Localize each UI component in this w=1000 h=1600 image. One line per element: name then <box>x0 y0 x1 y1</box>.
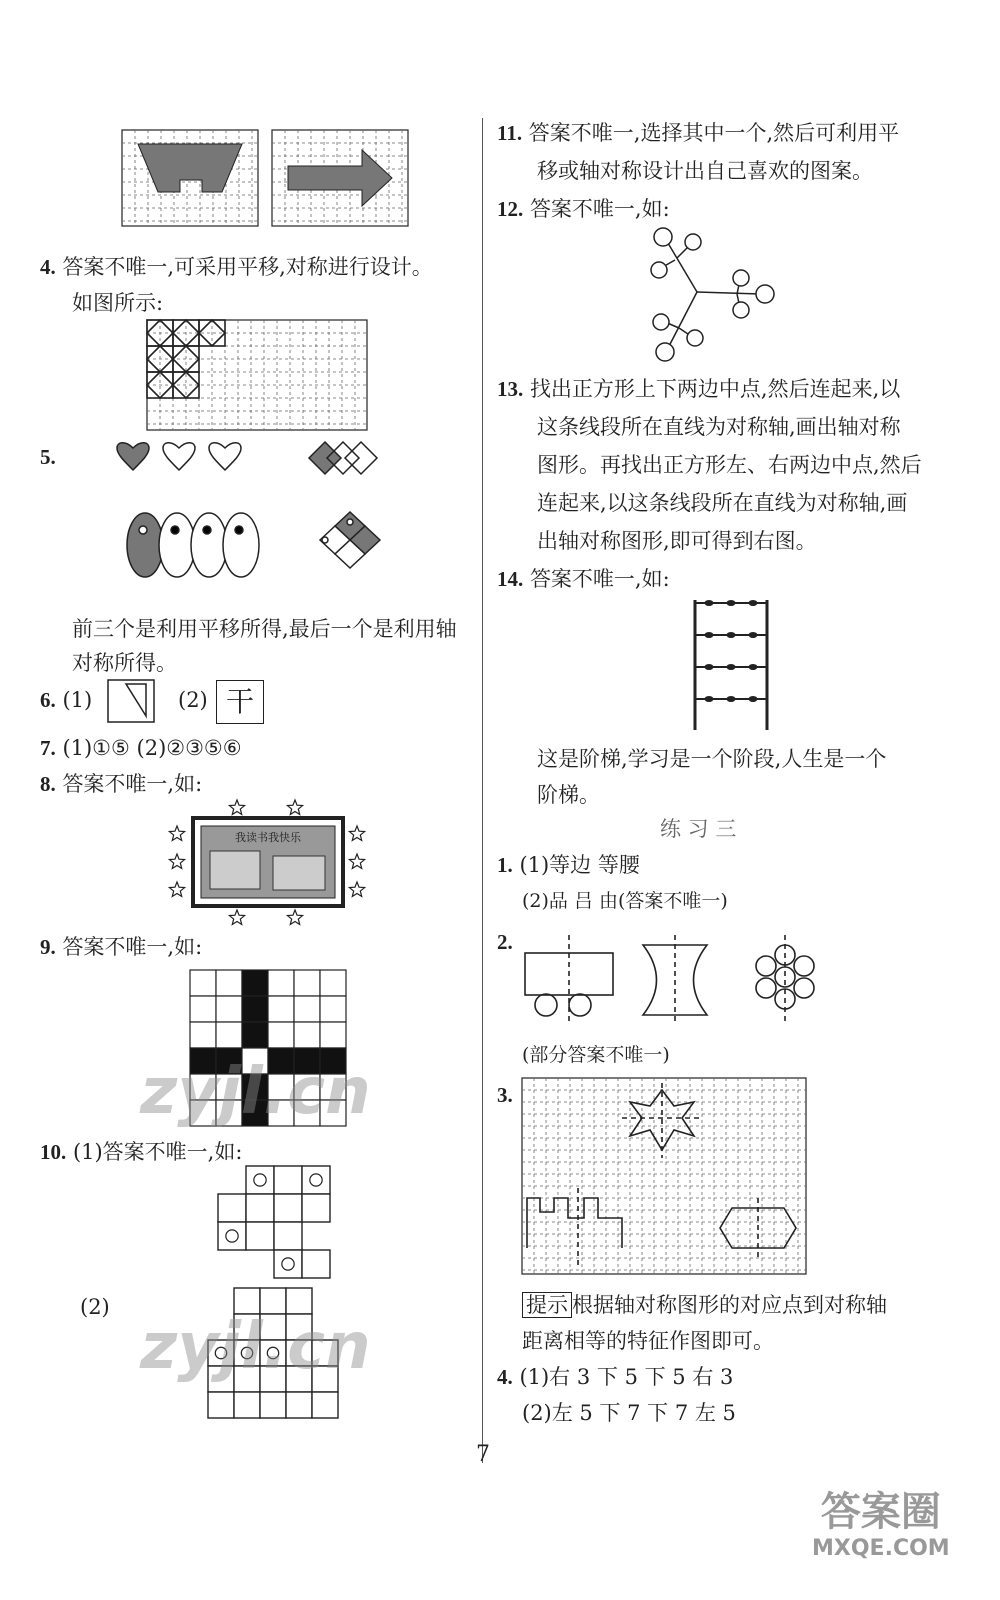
s2-note: (部分答案不唯一) <box>522 1044 670 1066</box>
q6-figure2: 干 <box>216 680 264 724</box>
q10-figure1 <box>218 1166 338 1281</box>
tip-line1: 根据轴对称图形的对应点到对称轴 <box>572 1293 887 1317</box>
site-logo <box>812 1488 950 1562</box>
s1-part1: (1)等边 等腰 <box>519 853 640 877</box>
s2-number: 2. <box>497 930 513 954</box>
q9 <box>40 930 202 964</box>
q14-number: 14. <box>497 567 524 591</box>
q10-part2: (2) <box>80 1295 110 1319</box>
q14-line2: 阶梯。 <box>537 783 600 807</box>
q13-number: 13. <box>497 377 524 401</box>
q14-text: 答案不唯一,如: <box>529 567 670 591</box>
s4-part1: (1)右 3 下 5 下 5 右 3 <box>519 1365 734 1389</box>
q7-number: 7. <box>40 736 56 760</box>
q13-line4: 连起来,以这条线段所在直线为对称轴,画 <box>537 491 908 515</box>
s4-part2: (2)左 5 下 7 下 7 左 5 <box>522 1401 736 1425</box>
q14-figure <box>685 595 785 735</box>
q13-line2: 这条线段所在直线为对称轴,画出轴对称 <box>537 415 901 439</box>
q5-figures <box>115 440 395 610</box>
logo-text: 答案圈 <box>820 1489 941 1535</box>
q9-text: 答案不唯一,如: <box>62 935 203 959</box>
q8-text: 答案不唯一,如: <box>62 772 203 796</box>
q4-line2: 如图所示: <box>72 291 164 315</box>
q12-text: 答案不唯一,如: <box>529 197 670 221</box>
q11-line2: 移或轴对称设计出自己喜欢的图案。 <box>537 159 873 183</box>
q8-figure <box>165 796 375 936</box>
q12-number: 12. <box>497 197 524 221</box>
q6 <box>40 683 92 717</box>
q11 <box>497 116 899 150</box>
s4-number: 4. <box>497 1365 513 1389</box>
q8-poster-title: 我读书我快乐 <box>235 831 301 844</box>
s4 <box>497 1360 733 1394</box>
q10 <box>40 1135 242 1169</box>
tip-label: 提示 <box>522 1292 572 1318</box>
q5-number: 5. <box>40 445 56 469</box>
page-number: 7 <box>476 1442 490 1467</box>
q5-line2: 对称所得。 <box>72 651 177 675</box>
q14 <box>497 562 670 596</box>
q8-number: 8. <box>40 772 56 796</box>
q13-line3: 图形。再找出正方形左、右两边中点,然后 <box>537 453 922 477</box>
q5-line1: 前三个是利用平移所得,最后一个是利用轴 <box>72 617 457 641</box>
s2-figures <box>520 935 840 1030</box>
q4-line1: 答案不唯一,可采用平移,对称进行设计。 <box>62 255 433 279</box>
q12 <box>497 192 670 226</box>
s3-tip <box>522 1288 887 1322</box>
q10-number: 10. <box>40 1140 67 1164</box>
q10-text: (1)答案不唯一,如: <box>72 1140 243 1164</box>
q14-line1: 这是阶梯,学习是一个阶段,人生是一个 <box>537 747 887 771</box>
q12-figure <box>645 228 780 368</box>
logo-url: MXQE.COM <box>812 1536 950 1561</box>
q6-figure1 <box>108 680 158 725</box>
q9-number: 9. <box>40 935 56 959</box>
q11-line1: 答案不唯一,选择其中一个,然后可利用平 <box>528 121 900 145</box>
watermark-zyjl-1: zyjl.cn <box>140 1055 371 1129</box>
section-title: 练 习 三 <box>660 817 737 841</box>
q4-figure <box>147 320 369 432</box>
tip-line2: 距离相等的特征作图即可。 <box>522 1329 774 1353</box>
column-divider <box>482 118 483 1463</box>
q7 <box>40 731 242 765</box>
q4 <box>40 250 433 284</box>
q4-number: 4. <box>40 255 56 279</box>
q6-number: 6. <box>40 688 56 712</box>
q6-part1: (1) <box>62 688 93 712</box>
q11-number: 11. <box>497 121 523 145</box>
q13-line1: 找出正方形上下两边中点,然后连起来,以 <box>529 377 901 401</box>
q7-text: (1)①⑤ (2)②③⑤⑥ <box>62 736 242 760</box>
s1-part2: (2)品 吕 由(答案不唯一) <box>522 890 728 912</box>
s3-number: 3. <box>497 1083 513 1107</box>
s3-figure <box>522 1078 810 1278</box>
heart-icon <box>117 443 149 470</box>
q6-part2: (2) <box>178 688 208 712</box>
q3-figures <box>122 130 422 230</box>
q13-line5: 出轴对称图形,即可得到右图。 <box>537 529 817 553</box>
q13 <box>497 372 900 406</box>
watermark-zyjl-2: zyjl.cn <box>140 1310 371 1384</box>
s1 <box>497 848 640 882</box>
s1-number: 1. <box>497 853 513 877</box>
